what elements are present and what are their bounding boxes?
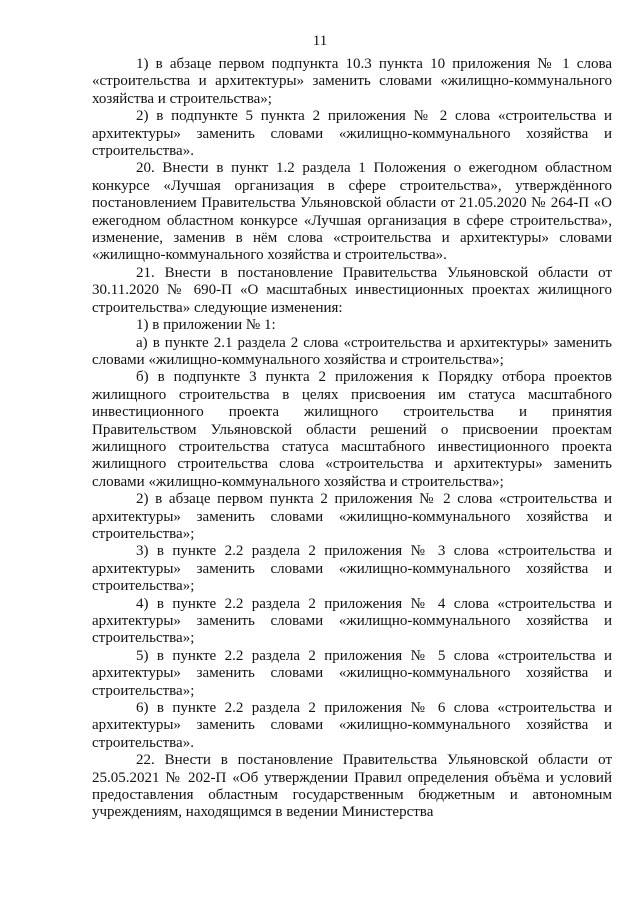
paragraph-item-1-1: 1) в абзаце первом подпункта 10.3 пункта 10 приложения № 1 слова «строительства и архитектуры» заменить словами «жилищно-коммунального хозяйства и строительства»; [92,56,612,107]
paragraph-item-21-3: 3) в пункте 2.2 раздела 2 приложения № 3 слова «строительства и архитектуры» заменить словами «жилищно-коммунального хозяйства и строительства»; [92,543,612,595]
paragraph-clause-22: 22. Внести в постановление Правительства Ульяновской области от 25.05.2021 № 202-П «Об утверждении Правил определения объёма и условий предоставления областным государственным бюджетным и автономным учреждениям, находящимся в ведении Министерства [92,752,612,821]
paragraph-item-21-6: 6) в пункте 2.2 раздела 2 приложения № 6 слова «строительства и архитектуры» заменить словами «жилищно-коммунального хозяйства и строительства». [92,700,612,751]
paragraph-item-1-2: 2) в подпункте 5 пункта 2 приложения № 2 слова «строительства и архитектуры» заменить словами «жилищно-коммунального хозяйства и строительства». [92,108,612,160]
paragraph-clause-20: 20. Внести в пункт 1.2 раздела 1 Положения о ежегодном областном конкурсе «Лучшая организация в сфере строительства», утверждённого постановлением Правительства Ульяновской области от 21.05.2020 № 264-П «О ежегодном областном конкурсе «Лучшая организация в сфере строительства», изменение, заменив в нём слова «строительства и архитектуры» словами «жилищно-коммунального хозяйства и строительства». [92,160,612,264]
page-number: 11 [312,33,328,49]
paragraph-item-21-4: 4) в пункте 2.2 раздела 2 приложения № 4 слова «строительства и архитектуры» заменить словами «жилищно-коммунального хозяйства и строительства»; [92,595,612,647]
paragraph-clause-21: 21. Внести в постановление Правительства Ульяновской области от 30.11.2020 № 690-П «О масштабных инвестиционных проектах жилищного строительства» следующие изменения: [92,264,612,316]
paragraph-item-21-2: 2) в абзаце первом пункта 2 приложения № 2 слова «строительства и архитектуры» заменить словами «жилищно-коммунального хозяйства и строительства»; [92,491,612,542]
document-body [92,56,612,822]
paragraph-item-21-5: 5) в пункте 2.2 раздела 2 приложения № 5 слова «строительства и архитектуры» заменить словами «жилищно-коммунального хозяйства и строительства»; [92,647,612,699]
paragraph-item-21-1-b: б) в подпункте 3 пункта 2 приложения к Порядку отбора проектов жилищного строительства в целях присвоения им статуса масштабного инвестиционного проекта жилищного строительства и принятия Правительством Ульяновской области решений о присвоении проектам жилищного строительства статуса масштабного инвестиционного проекта жилищного строительства слова «строительства и архитектуры» заменить словами «жилищно-коммунального хозяйства и строительства»; [92,369,612,490]
paragraph-item-21-1: 1) в приложении № 1: [136,317,276,334]
paragraph-item-21-1-a: а) в пункте 2.1 раздела 2 слова «строительства и архитектуры» заменить словами «жилищно-коммунального хозяйства и строительства»; [92,334,612,368]
